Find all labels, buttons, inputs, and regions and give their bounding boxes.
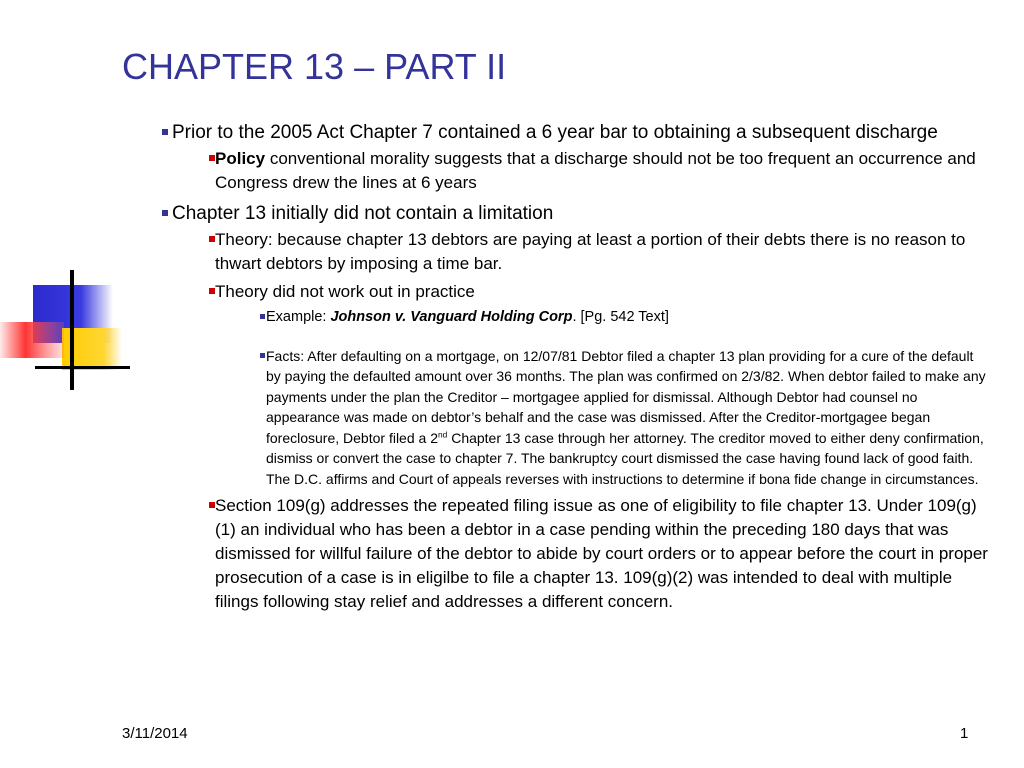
bullet-text: Theory did not work out in practice [215,282,475,301]
bullet-policy [200,147,992,195]
superscript-nd: nd [437,429,448,440]
bullet-marker-icon [209,502,215,508]
bullet-text: Prior to the 2005 Act Chapter 7 contained a 6 year bar to obtaining a subsequent discharge [172,122,938,143]
bullet-chapter13-limitation [162,201,992,226]
decorative-blocks-graphic [0,270,130,400]
bullet-marker-icon [209,236,215,242]
bullet-marker-icon [162,210,168,216]
bullet-example-case [256,307,992,328]
bullet-text: conventional morality suggests that a discharge should not be too frequent an occurrence and Congress drew the lines at 6 years [215,149,976,192]
bullet-text: Facts: After defaulting on a mortgage, on 12/07/81 Debtor filed a chapter 13 plan providing for a cure of the default by paying the defaulted amount over 36 months. The plan was confirmed on 2/3/82. When debtor failed to make any payments under the plan the Creditor – mortgagee applied for dismissal. Although Debtor had counsel no appearance was made on debtor’s behalf and the case was dismissed. After the Creditor-mortgagee began foreclosure, Debtor filed a 2 [266,347,986,446]
bullet-text: Section 109(g) addresses the repeated filing issue as one of eligibility to file chapter 13. Under 109(g)(1) an individual who has been a debtor in a case pending within the preceding 180 days that was dismissed for willful failure of the debtor to abide by court orders or to appear before the court in proper prosecution of a case is in eligilbe to file a chapter 13. 109(g)(2) was intended to deal with multiple filings following stay relief and addresses a different concern. [215,495,988,611]
bullet-list [162,118,992,614]
bullet-marker-icon [162,129,168,135]
bullet-theory-time-bar [200,228,992,276]
bullet-text-prefix: Example: [266,309,331,325]
bullet-marker-icon [209,155,215,161]
bullet-marker-icon [209,288,215,294]
bullet-text: Theory: because chapter 13 debtors are paying at least a portion of their debts there is no reason to thwart debtors by imposing a time bar. [215,230,966,273]
case-name: Johnson v. Vanguard Holding Corp [330,309,573,325]
bullet-text-suffix: . [Pg. 542 Text] [572,309,669,325]
bullet-theory-practice [200,280,992,304]
bullet-facts [256,346,992,490]
bullet-bold-label: Policy [215,149,266,168]
bullet-marker-icon [260,314,265,319]
bullet-section-109g [200,494,992,614]
bullet-marker-icon [260,353,265,358]
footer-date: 3/11/2014 [122,725,188,742]
bullet-text-continued: Chapter 13 case through her attorney. The creditor moved to either deny confirmation, dismiss or convert the case to chapter 7. The bankruptcy court dismissed the case having found lack of good faith. The D.C. affirms and Court of appeals reverses with instructions to determine if bona fide change in circumstances. [266,429,984,488]
slide-number: 1 [960,725,969,742]
bullet-text: Chapter 13 initially did not contain a limitation [172,203,554,224]
slide-title: CHAPTER 13 – PART II [122,46,507,87]
bullet-prior-2005-act [162,120,992,145]
